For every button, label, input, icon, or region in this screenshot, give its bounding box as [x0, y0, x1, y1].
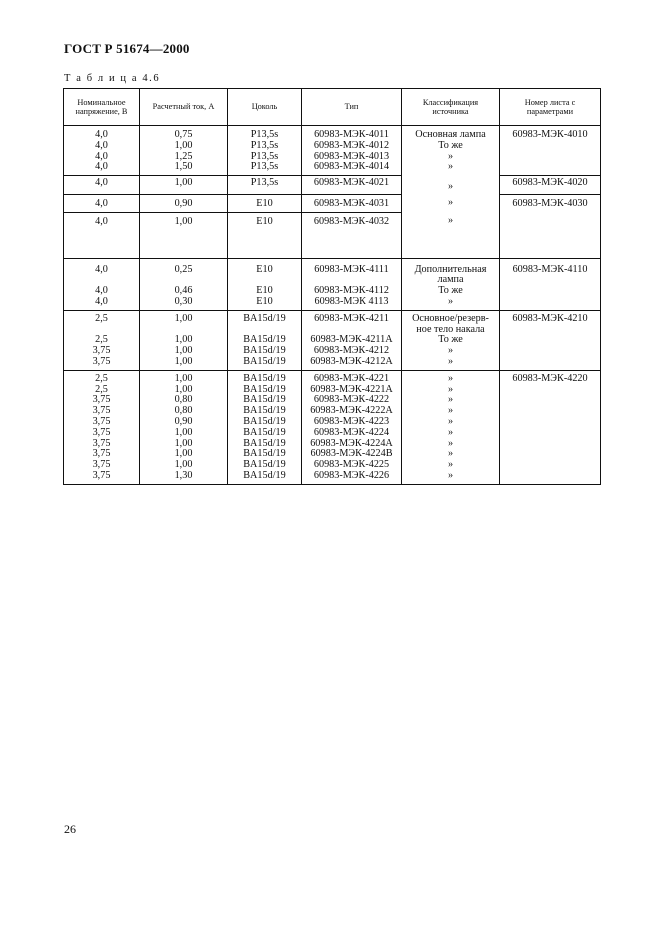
cell-voltage-line: 4,0: [95, 129, 108, 140]
cell-voltage-line: 4,0: [95, 197, 108, 209]
cell-base-line: BA15d/19: [243, 426, 286, 438]
cell-base-line: BA15d/19: [243, 394, 286, 406]
cell-classification-line: »: [447, 383, 454, 395]
cell-voltage-line: 2,5: [95, 334, 108, 346]
row-spacer: [66, 228, 137, 256]
cell-type-line: 60983-МЭК-4225: [313, 459, 390, 471]
cell-current-line: 1,00: [174, 355, 193, 367]
cell-voltage-line: 4,0: [95, 285, 108, 297]
col-header-type: Тип: [302, 89, 402, 126]
cell-type-line: 60983-МЭК-4221А: [310, 383, 393, 395]
cell-current-line: 0,25: [174, 263, 193, 275]
cell-current-line: 0,46: [174, 285, 193, 297]
cell-base-line: BA15d/19: [243, 334, 286, 346]
cell-classification-line: То же: [438, 334, 463, 346]
col-header-current: Расчетный ток, А: [140, 89, 228, 126]
cell-current-line: 1,00: [174, 345, 193, 357]
cell-voltage: [64, 176, 140, 195]
cell-classification: [402, 176, 500, 195]
cell-base: [228, 212, 302, 258]
cell-current-line: 1,00: [174, 312, 193, 324]
cell-current-line: 0,90: [174, 197, 193, 209]
cell-base-line: BA15d/19: [243, 437, 286, 449]
cell-classification: [402, 258, 500, 310]
cell-type-line: 60983-МЭК-4211А: [310, 334, 393, 346]
cell-current-line: 1,00: [174, 437, 193, 449]
cell-voltage-line: 4,0: [95, 295, 108, 307]
cell-type-line: 60983-МЭК-4011: [314, 129, 389, 140]
cell-base-line: E10: [256, 285, 273, 297]
cell-current-line: 0,80: [174, 394, 193, 406]
cell-voltage-line: 3,75: [92, 426, 111, 438]
cell-base-line: E10: [256, 295, 273, 307]
cell-classification-line: »: [447, 415, 454, 427]
cell-type-line: 60983-МЭК-4222А: [310, 405, 393, 417]
cell-base-line: P13,5s: [250, 161, 279, 173]
cell-classification-line: Основное/резерв-: [412, 312, 489, 324]
cell-current-line: 1,00: [174, 372, 193, 384]
cell-type-line: 60983-МЭК 4113: [314, 295, 389, 307]
cell-type-line: 60983-МЭК-4032: [313, 215, 390, 227]
cell-base-line: E10: [256, 197, 273, 209]
cell-current-line: 1,00: [174, 448, 193, 460]
cell-sheet: [500, 310, 601, 370]
table-row-group: [64, 176, 601, 195]
table-row-group: [64, 194, 601, 212]
cell-voltage-line: 4,0: [95, 150, 108, 162]
cell-type-line: 60983-МЭК-4212А: [310, 355, 393, 367]
cell-base-line: P13,5s: [250, 150, 279, 162]
cell-type-line: 60983-МЭК-4212: [313, 345, 390, 357]
cell-base-line: P13,5s: [250, 129, 279, 140]
cell-base: [228, 370, 302, 484]
cell-sheet: [500, 258, 601, 310]
cell-base-line: P13,5s: [250, 139, 279, 151]
table-row-group: [64, 258, 601, 310]
cell-base-line: P13,5s: [250, 177, 279, 189]
table-header-row: [64, 89, 601, 126]
cell-base-line: E10: [256, 263, 273, 275]
cell-voltage-line: 3,75: [92, 405, 111, 417]
cell-current: [140, 258, 228, 310]
cell-sheet: [500, 194, 601, 212]
cell-current: [140, 310, 228, 370]
cell-voltage-line: 2,5: [95, 372, 108, 384]
cell-base-line: BA15d/19: [243, 345, 286, 357]
cell-classification-line: »: [447, 437, 454, 449]
cell-type-line: 60983-МЭК-4226: [313, 469, 390, 481]
cell-base-line: BA15d/19: [243, 469, 286, 481]
cell-classification-line: »: [447, 459, 454, 471]
cell-sheet: [500, 126, 601, 176]
cell-current-line: 1,00: [174, 459, 193, 471]
cell-base: [228, 258, 302, 310]
cell-base-line: BA15d/19: [243, 383, 286, 395]
cell-type: [302, 126, 402, 176]
cell-classification-line: »: [447, 215, 454, 227]
cell-type-line: 60983-МЭК-4021: [313, 177, 390, 189]
cell-type-line: 60983-МЭК-4221: [313, 372, 390, 384]
cell-voltage-line: 3,75: [92, 355, 111, 367]
cell-current-line: 0,90: [174, 415, 193, 427]
cell-voltage-line: 2,5: [95, 383, 108, 395]
cell-voltage-line: 4,0: [95, 177, 108, 189]
table-row-group: [64, 212, 601, 258]
col-header-base: Цоколь: [228, 89, 302, 126]
cell-current-line: 1,25: [174, 150, 193, 162]
cell-current-line: 0,75: [174, 129, 193, 140]
cell-type: [302, 176, 402, 195]
cell-base: [228, 310, 302, 370]
table-body: [64, 126, 601, 485]
table-row-group: [64, 126, 601, 176]
cell-classification-line: ное тело накала: [416, 323, 485, 335]
cell-base: [228, 126, 302, 176]
cell-classification-line: »: [447, 197, 454, 209]
col-header-voltage: Номинальное напряжение, В: [64, 89, 140, 126]
cell-type-line: 60983-МЭК-4111: [314, 263, 389, 275]
cell-type: [302, 310, 402, 370]
cell-current: [140, 126, 228, 176]
cell-voltage: [64, 370, 140, 484]
cell-classification-line: »: [447, 405, 454, 417]
cell-current-line: 1,00: [174, 215, 193, 227]
cell-classification-line: Основная лампа: [415, 129, 486, 140]
cell-voltage-line: 3,75: [92, 469, 111, 481]
row-spacer: [142, 228, 225, 256]
cell-current-line: 1,00: [174, 426, 193, 438]
cell-base-line: BA15d/19: [243, 459, 286, 471]
document-title: ГОСТ Р 51674—2000: [64, 41, 190, 56]
cell-classification: [402, 370, 500, 484]
cell-voltage-line: 4,0: [95, 139, 108, 151]
cell-type-line: 60983-МЭК-4224: [313, 426, 390, 438]
cell-sheet-line: 60983-МЭК-4220: [512, 372, 588, 384]
cell-classification-line: »: [447, 448, 454, 460]
cell-type-line: 60983-МЭК-4112: [314, 285, 389, 297]
cell-base: [228, 176, 302, 195]
cell-sheet-line: 60983-МЭК-4210: [512, 312, 588, 324]
cell-voltage-line: 3,75: [92, 415, 111, 427]
cell-type-line: 60983-МЭК-4211: [314, 312, 389, 324]
cell-sheet: [500, 176, 601, 195]
cell-base-line: BA15d/19: [243, 312, 286, 324]
cell-base-line: BA15d/19: [243, 448, 286, 460]
cell-classification-line: »: [447, 394, 454, 406]
cell-type-line: 60983-МЭК-4224В: [310, 448, 393, 460]
cell-base-line: BA15d/19: [243, 415, 286, 427]
cell-classification-line: »: [447, 295, 454, 307]
cell-classification-line: »: [447, 161, 454, 173]
cell-type: [302, 212, 402, 258]
cell-type-line: 60983-МЭК-4223: [313, 415, 390, 427]
cell-current: [140, 212, 228, 258]
cell-voltage: [64, 258, 140, 310]
cell-voltage-line: 3,75: [92, 448, 111, 460]
cell-classification-line: »: [447, 426, 454, 438]
cell-type: [302, 194, 402, 212]
cell-current-line: 1,00: [174, 139, 193, 151]
cell-classification-line: Дополнительная: [414, 263, 487, 275]
cell-type-line: 60983-МЭК-4222: [313, 394, 390, 406]
cell-base: [228, 194, 302, 212]
cell-current-line: 0,30: [174, 295, 193, 307]
cell-classification: [402, 194, 500, 212]
cell-base-line: BA15d/19: [243, 405, 286, 417]
cell-classification-line: лампа: [437, 274, 464, 286]
cell-base-line: BA15d/19: [243, 355, 286, 367]
cell-type-line: 60983-МЭК-4014: [313, 161, 390, 173]
cell-classification-line: »: [447, 372, 454, 384]
cell-classification-line: »: [447, 355, 454, 367]
cell-current: [140, 194, 228, 212]
row-spacer: [404, 227, 497, 255]
cell-current-line: 1,50: [174, 161, 193, 173]
cell-voltage-line: 3,75: [92, 459, 111, 471]
lamp-spec-table: [63, 88, 601, 485]
col-header-classification: Классификация источника: [402, 89, 500, 126]
cell-type-line: 60983-МЭК-4031: [313, 197, 390, 209]
cell-current-line: 1,00: [174, 334, 193, 346]
cell-voltage-line: 4,0: [95, 161, 108, 173]
cell-classification-line: »: [447, 180, 454, 192]
cell-current: [140, 370, 228, 484]
cell-voltage: [64, 310, 140, 370]
cell-voltage-line: 3,75: [92, 394, 111, 406]
cell-voltage-line: 2,5: [95, 312, 108, 324]
row-spacer: [230, 228, 299, 256]
cell-classification-line: »: [447, 469, 454, 481]
cell-current-line: 1,30: [174, 469, 193, 481]
cell-base-line: BA15d/19: [243, 372, 286, 384]
table-row-group: [64, 370, 601, 484]
cell-voltage-line: 3,75: [92, 345, 111, 357]
cell-voltage: [64, 212, 140, 258]
cell-voltage-line: 4,0: [95, 263, 108, 275]
cell-classification: [402, 212, 500, 258]
cell-voltage: [64, 126, 140, 176]
cell-type: [302, 370, 402, 484]
col-header-sheet: Номер листа с параметрами: [500, 89, 601, 126]
cell-sheet-line: 60983-МЭК-4030: [512, 197, 588, 209]
table-caption: Т а б л и ц а 4.6: [64, 73, 161, 84]
cell-classification: [402, 126, 500, 176]
cell-type-line: 60983-МЭК-4224А: [310, 437, 393, 449]
cell-current-line: 0,80: [174, 405, 193, 417]
cell-current-line: 1,00: [174, 383, 193, 395]
cell-type-line: 60983-МЭК-4012: [313, 139, 390, 151]
cell-classification-line: »: [447, 150, 454, 162]
page-number: 26: [64, 822, 76, 836]
cell-sheet-line: 60983-МЭК-4010: [512, 129, 588, 140]
cell-classification-line: То же: [438, 285, 463, 297]
cell-classification: [402, 310, 500, 370]
row-spacer: [304, 228, 399, 256]
cell-sheet-line: 60983-МЭК-4020: [512, 177, 588, 189]
cell-classification-line: То же: [438, 139, 463, 151]
cell-sheet: [500, 212, 601, 258]
cell-sheet: [500, 370, 601, 484]
cell-voltage-line: 4,0: [95, 215, 108, 227]
cell-voltage: [64, 194, 140, 212]
cell-type: [302, 258, 402, 310]
table-row-group: [64, 310, 601, 370]
cell-classification-line: »: [447, 345, 454, 357]
cell-current: [140, 176, 228, 195]
cell-sheet-line: 60983-МЭК-4110: [512, 263, 588, 275]
cell-base-line: E10: [256, 215, 273, 227]
cell-type-line: 60983-МЭК-4013: [313, 150, 390, 162]
cell-current-line: 1,00: [174, 177, 193, 189]
cell-voltage-line: 3,75: [92, 437, 111, 449]
